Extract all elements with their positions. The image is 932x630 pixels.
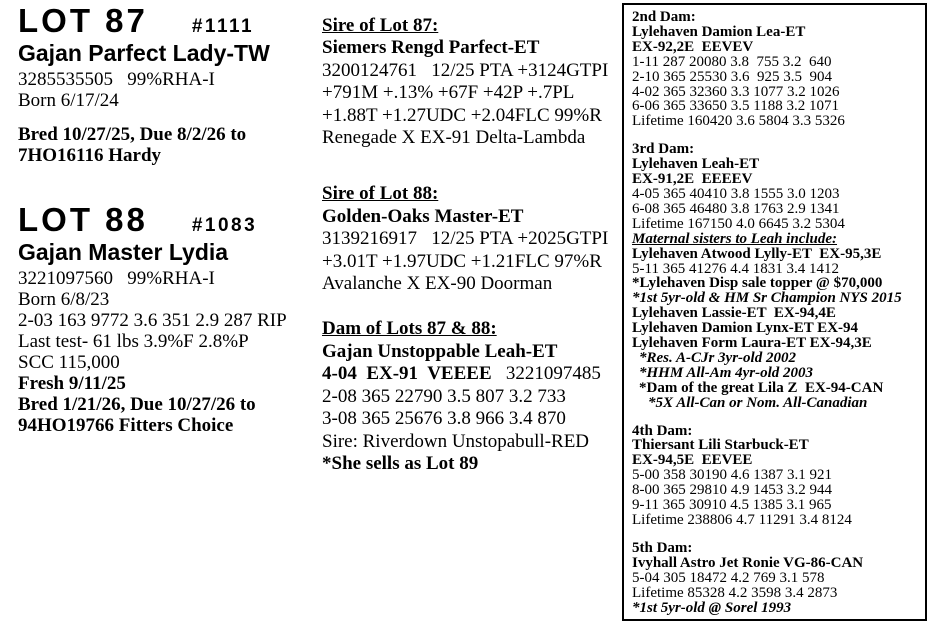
text-line: SCC 115,000 bbox=[18, 352, 120, 373]
text-line: Bred 1/21/26, Due 10/27/26 to bbox=[18, 394, 256, 415]
lot-88-tag-number: #1083 bbox=[191, 215, 258, 236]
text-line: 3-08 365 25676 3.8 966 3.4 870 bbox=[322, 408, 566, 430]
lot-87-title: LOT 87 bbox=[18, 2, 148, 39]
text-line: 4-02 365 32360 3.3 1077 3.2 1026 bbox=[632, 83, 840, 100]
third-dam-section bbox=[632, 142, 923, 410]
text-line: 4-05 365 40410 3.8 1555 3.0 1203 bbox=[632, 185, 840, 202]
sire-dam-column bbox=[322, 15, 618, 475]
text-line: Lifetime 85328 4.2 3598 3.4 2873 bbox=[632, 584, 838, 601]
text-line: Ivyhall Astro Jet Ronie VG-86-CAN bbox=[632, 554, 864, 571]
text-line: 3285535505 99%RHA-I bbox=[18, 69, 215, 90]
dam-details bbox=[322, 386, 618, 453]
lot-88-title-row bbox=[18, 203, 318, 237]
text-line: Sire: Riverdown Unstopabull-RED bbox=[322, 430, 590, 452]
text-line: +3.01T +1.97UDC +1.21FLC 97%R bbox=[322, 250, 602, 272]
dam-footnote: *She sells as Lot 89 bbox=[322, 452, 479, 474]
text-line: 8-00 365 29810 4.9 1453 3.2 944 bbox=[632, 482, 832, 499]
fourth-dam-section bbox=[632, 424, 923, 528]
text-line: Lylehaven Damion Lynx-ET EX-94 bbox=[632, 320, 859, 337]
sire-87-heading: Sire of Lot 87: bbox=[322, 15, 439, 36]
text-line: 2nd Dam: bbox=[632, 9, 696, 25]
text-line: 9-11 365 30910 4.5 1385 3.1 965 bbox=[632, 497, 832, 514]
text-line: 5-11 365 41276 4.4 1831 3.4 1412 bbox=[632, 260, 839, 277]
text-line: *Dam of the great Lila Z EX-94-CAN bbox=[639, 379, 884, 396]
text-line: EX-94,5E EEVEE bbox=[632, 452, 753, 469]
sire-88-heading: Sire of Lot 88: bbox=[322, 183, 439, 205]
text-line: 5-04 305 18472 4.2 769 3.1 578 bbox=[632, 569, 825, 586]
text-line: EX-92,2E EEVEV bbox=[632, 38, 754, 55]
lot-87-tag-number: #1111 bbox=[191, 16, 255, 37]
text-line: 3139216917 12/25 PTA +2025GTPI bbox=[322, 228, 609, 250]
text-line: Bred 10/27/25, Due 8/2/26 to bbox=[18, 124, 247, 145]
text-line: 94HO19766 Fitters Choice bbox=[18, 415, 234, 436]
text-line: Lifetime 238806 4.7 11291 3.4 8124 bbox=[632, 512, 852, 528]
dam-heading: Dam of Lots 87 & 88: bbox=[322, 318, 497, 340]
lot-88-section bbox=[18, 203, 318, 436]
text-line: 3221097560 99%RHA-I bbox=[18, 268, 215, 289]
dam-registration-number: 3221097485 bbox=[491, 363, 601, 385]
sire-87-details bbox=[322, 60, 618, 150]
text-line: 1-11 287 20080 3.8 755 3.2 640 bbox=[632, 53, 832, 70]
text-line: *1st 5yr-old @ Sorel 1993 bbox=[632, 599, 792, 616]
dam-score-classification: 4-04 EX-91 VEEEE bbox=[322, 363, 492, 385]
second-dam-section bbox=[632, 10, 923, 129]
text-line: 2-03 163 9772 3.6 351 2.9 287 RIP bbox=[18, 310, 287, 331]
text-line: 2-10 365 25530 3.6 925 3.5 904 bbox=[632, 68, 832, 85]
text-line: EX-91,2E EEEEV bbox=[632, 171, 753, 188]
text-line: Born 6/17/24 bbox=[18, 90, 119, 111]
text-line: 5-00 358 30190 4.6 1387 3.1 921 bbox=[632, 467, 832, 484]
lot-listings-column bbox=[18, 4, 318, 436]
lot-87-title-row bbox=[18, 4, 318, 38]
text-line: 3200124761 12/25 PTA +3124GTPI bbox=[322, 59, 609, 81]
text-line: +791M +.13% +67F +42P +.7PL bbox=[322, 82, 575, 104]
text-line: *Lylehaven Disp sale topper @ $70,000 bbox=[632, 275, 883, 292]
dam-of-lots-section bbox=[322, 318, 618, 475]
text-line: Maternal sisters to Leah include: bbox=[632, 230, 838, 247]
sire-of-lot-87-section bbox=[322, 15, 618, 149]
sire-of-lot-88-section bbox=[322, 183, 618, 295]
lot-87-animal-name: Gajan Parfect Lady-TW bbox=[18, 40, 270, 66]
text-line: *5X All-Can or Nom. All-Canadian bbox=[648, 394, 868, 411]
text-line: +1.88T +1.27UDC +2.04FLC 99%R bbox=[322, 104, 602, 126]
text-line: Avalanche X EX-90 Doorman bbox=[322, 273, 553, 295]
text-line: Born 6/8/23 bbox=[18, 289, 110, 310]
dam-name: Gajan Unstoppable Leah-ET bbox=[322, 340, 558, 362]
text-line: Renegade X EX-91 Delta-Lambda bbox=[322, 127, 586, 149]
dam-score-line bbox=[322, 363, 618, 385]
lot-87-details bbox=[18, 69, 318, 166]
lot-88-animal-name: Gajan Master Lydia bbox=[18, 239, 229, 265]
text-line: *1st 5yr-old & HM Sr Champion NYS 2015 bbox=[632, 290, 902, 307]
text-line: Lylehaven Form Laura-ET EX-94,3E bbox=[632, 335, 872, 352]
lot-88-title: LOT 88 bbox=[18, 201, 148, 238]
sire-88-details bbox=[322, 228, 618, 295]
text-line: Lylehaven Lassie-ET EX-94,4E bbox=[632, 305, 836, 322]
sire-87-name: Siemers Rengd Parfect-ET bbox=[322, 37, 540, 59]
text-line: Lylehaven Leah-ET bbox=[632, 156, 760, 173]
text-line: 3rd Dam: bbox=[632, 141, 695, 158]
text-line: *Res. A-CJr 3yr-old 2002 bbox=[639, 349, 796, 366]
text-line: Fresh 9/11/25 bbox=[18, 373, 126, 394]
text-line: Thiersant Lili Starbuck-ET bbox=[632, 437, 809, 454]
lot-88-details bbox=[18, 268, 318, 436]
text-line: *HHM All-Am 4yr-old 2003 bbox=[639, 364, 814, 381]
text-line: 6-08 365 46480 3.8 1763 2.9 1341 bbox=[632, 200, 840, 217]
text-line: 4th Dam: bbox=[632, 422, 693, 439]
text-line: Lifetime 167150 4.0 6645 3.2 5304 bbox=[632, 215, 845, 232]
text-line: Last test- 61 lbs 3.9%F 2.8%P bbox=[18, 331, 249, 352]
sire-88-name: Golden-Oaks Master-ET bbox=[322, 205, 524, 227]
lot-87-section bbox=[18, 4, 318, 166]
text-line: Lylehaven Atwood Lylly-ET EX-95,3E bbox=[632, 245, 882, 262]
text-line: Lifetime 160420 3.6 5804 3.3 5326 bbox=[632, 113, 845, 130]
text-line: Lylehaven Damion Lea-ET bbox=[632, 23, 806, 40]
fifth-dam-section bbox=[632, 541, 923, 616]
text-line: 5th Dam: bbox=[632, 539, 693, 556]
text-line: 6-06 365 33650 3.5 1188 3.2 1071 bbox=[632, 98, 839, 115]
text-line: 7HO16116 Hardy bbox=[18, 145, 162, 166]
text-line: 2-08 365 22790 3.5 807 3.2 733 bbox=[322, 385, 566, 407]
extended-pedigree-box bbox=[622, 3, 927, 621]
